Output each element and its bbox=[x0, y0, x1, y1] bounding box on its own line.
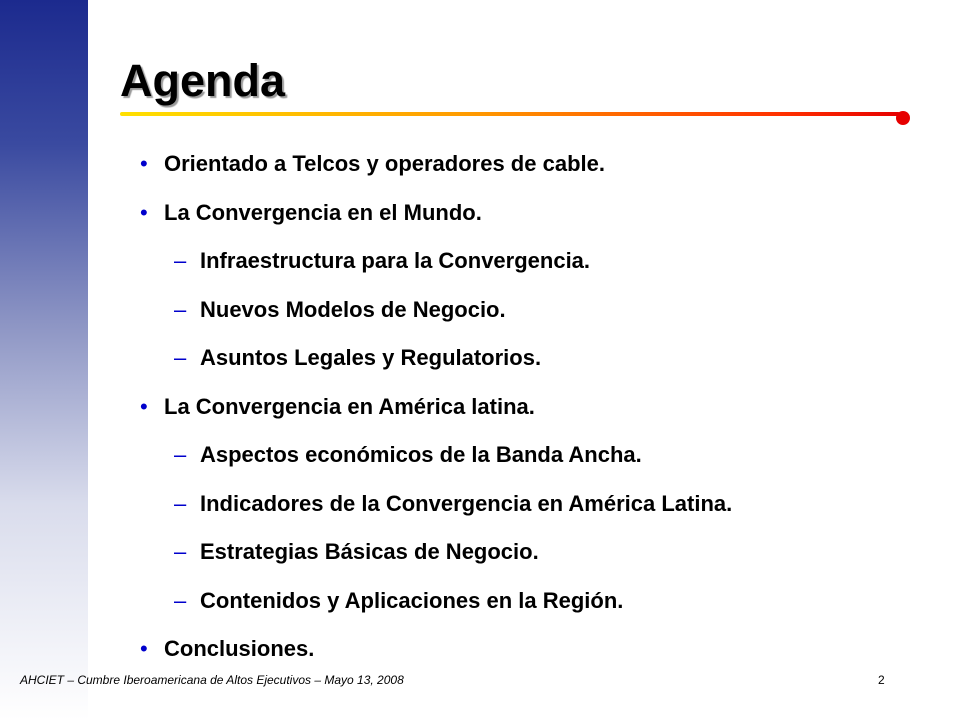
agenda-item bbox=[140, 197, 732, 246]
agenda-item bbox=[140, 148, 732, 197]
agenda-subitem bbox=[140, 439, 732, 488]
slide-title: Agenda bbox=[120, 55, 286, 106]
footer-text: AHCIET – Cumbre Iberoamericana de Altos Ejecutivos – Mayo 13, 2008 bbox=[20, 673, 404, 687]
agenda-subitem bbox=[140, 342, 732, 391]
dash-icon: – bbox=[174, 296, 187, 322]
agenda-item-text: La Convergencia en el Mundo. bbox=[164, 199, 482, 225]
agenda-item-text: Conclusiones. bbox=[164, 636, 315, 661]
agenda-subitem-text: Aspectos económicos de la Banda Ancha. bbox=[200, 442, 642, 467]
agenda-subitem-text: Contenidos y Aplicaciones en la Región. bbox=[200, 587, 624, 613]
agenda-subitem-text: Indicadores de la Convergencia en América Latina. bbox=[200, 490, 733, 516]
page-number: 2 bbox=[878, 673, 885, 687]
agenda-subitem-text: Estrategias Básicas de Negocio. bbox=[200, 539, 539, 564]
agenda-subitem-text: Infraestructura para la Convergencia. bbox=[200, 248, 591, 273]
agenda-item-text: Orientado a Telcos y operadores de cable. bbox=[164, 151, 605, 176]
agenda-item-text: La Convergencia en América latina. bbox=[164, 393, 535, 419]
title-underline bbox=[120, 112, 900, 116]
agenda-list bbox=[140, 148, 732, 682]
title-underline-dot bbox=[896, 111, 910, 125]
agenda-subitem bbox=[140, 294, 732, 343]
agenda-subitem bbox=[140, 488, 732, 537]
agenda-subitem bbox=[140, 536, 732, 585]
dash-icon: – bbox=[174, 442, 187, 467]
dash-icon: – bbox=[174, 345, 187, 370]
bullet-icon: • bbox=[140, 393, 148, 419]
side-gradient-bar bbox=[0, 0, 88, 720]
dash-icon: – bbox=[174, 490, 187, 516]
agenda-subitem bbox=[140, 585, 732, 634]
dash-icon: – bbox=[174, 539, 187, 564]
agenda-subitem-text: Asuntos Legales y Regulatorios. bbox=[200, 345, 542, 370]
bullet-icon: • bbox=[140, 151, 148, 176]
bullet-icon: • bbox=[140, 636, 148, 661]
agenda-subitem bbox=[140, 245, 732, 294]
agenda-subitem-text: Nuevos Modelos de Negocio. bbox=[200, 296, 506, 322]
dash-icon: – bbox=[174, 587, 187, 613]
bullet-icon: • bbox=[140, 199, 148, 225]
agenda-item bbox=[140, 391, 732, 440]
dash-icon: – bbox=[174, 248, 187, 273]
